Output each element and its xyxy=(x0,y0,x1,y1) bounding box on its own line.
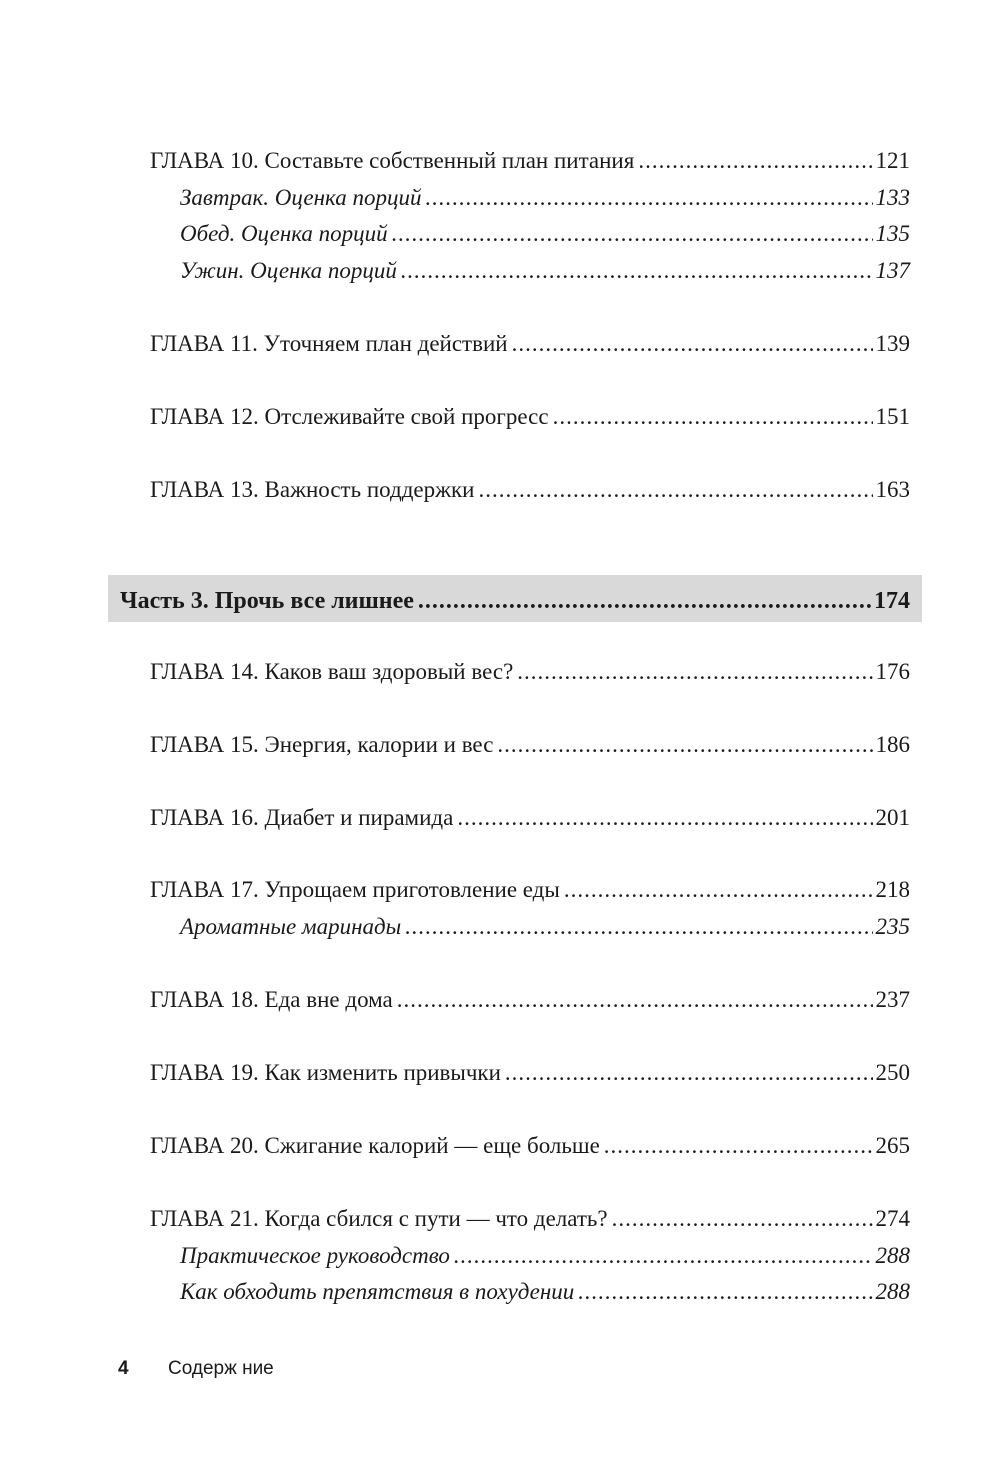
toc-entry-chapter-15 xyxy=(150,727,910,759)
toc-entry-chapter-16 xyxy=(150,800,910,832)
toc-entry-title: Практическое руководство xyxy=(180,1243,450,1268)
dot-leader xyxy=(604,1132,873,1160)
dot-leader xyxy=(578,1278,872,1306)
toc-entry-title: ГЛАВА 16. Диабет и пирамида xyxy=(150,805,454,830)
dot-leader xyxy=(418,586,871,616)
dot-leader xyxy=(392,220,873,248)
toc-entry-chapter-18 xyxy=(150,982,910,1014)
toc-entry-title: ГЛАВА 20. Сжигание калорий — еще больше xyxy=(150,1133,600,1158)
dot-leader xyxy=(505,1059,873,1087)
toc-entry-title: ГЛАВА 11. Уточняем план действий xyxy=(150,331,508,356)
toc-entry-chapter-14 xyxy=(150,654,910,686)
toc-entry-title: ГЛАВА 15. Энергия, калории и вес xyxy=(150,732,494,757)
toc-entry-page: 186 xyxy=(875,732,910,757)
toc-entry-chapter-17 xyxy=(150,872,910,904)
toc-entry-chapter-12 xyxy=(150,399,910,431)
part-page: 174 xyxy=(874,588,910,614)
toc-entry-title: ГЛАВА 13. Важность поддержки xyxy=(150,477,475,502)
dot-leader xyxy=(405,913,872,941)
toc-entry-title: ГЛАВА 10. Составьте собственный план питания xyxy=(150,148,635,173)
dot-leader xyxy=(553,403,873,431)
toc-entry-page: 201 xyxy=(875,805,910,830)
toc-subentry-practical-guide xyxy=(180,1238,910,1270)
dot-leader xyxy=(454,1242,873,1270)
dot-leader xyxy=(612,1205,873,1233)
dot-leader xyxy=(401,257,873,285)
toc-entry-page: 139 xyxy=(875,331,910,356)
toc-entry-page: 274 xyxy=(875,1206,910,1231)
toc-entry-chapter-20 xyxy=(150,1128,910,1160)
toc-entry-page: 237 xyxy=(875,987,910,1012)
dot-leader xyxy=(457,804,872,832)
dot-leader xyxy=(497,731,872,759)
toc-entry-title: Ужин. Оценка порций xyxy=(180,258,397,283)
toc-entry-title: ГЛАВА 17. Упрощаем приготовление еды xyxy=(150,877,560,902)
toc-entry-page: 151 xyxy=(875,404,910,429)
dot-leader xyxy=(517,658,872,686)
toc-entry-title: Обед. Оценка порций xyxy=(180,221,388,246)
toc-subentry-marinades xyxy=(180,909,910,941)
toc-entry-page: 235 xyxy=(875,914,910,939)
toc-entry-chapter-10 xyxy=(150,143,910,175)
toc-entry-title: Как обходить препятствия в похудении xyxy=(180,1279,575,1304)
toc-subentry-dinner xyxy=(180,253,910,285)
dot-leader xyxy=(564,876,873,904)
dot-leader xyxy=(397,986,873,1014)
toc-entry-chapter-21 xyxy=(150,1201,910,1233)
toc-entry-title: ГЛАВА 19. Как изменить привычки xyxy=(150,1060,501,1085)
toc-entry-title: ГЛАВА 21. Когда сбился с пути — что делать? xyxy=(150,1206,608,1231)
toc-entry-chapter-13 xyxy=(150,472,910,504)
part-title: Часть 3. Прочь все лишнее xyxy=(120,588,414,614)
toc-entry-chapter-19 xyxy=(150,1055,910,1087)
dot-leader xyxy=(638,147,872,175)
toc-entry-page: 265 xyxy=(875,1133,910,1158)
toc-subentry-obstacles xyxy=(180,1274,910,1306)
toc-entry-page: 176 xyxy=(875,659,910,684)
toc-subentry-lunch xyxy=(180,216,910,248)
toc-entry-title: ГЛАВА 12. Отслеживайте свой прогресс xyxy=(150,404,549,429)
toc-entry-page: 288 xyxy=(875,1279,910,1304)
dot-leader xyxy=(512,330,873,358)
toc-entry-page: 163 xyxy=(875,477,910,502)
toc-entry-page: 121 xyxy=(875,148,910,173)
toc-entry-page: 218 xyxy=(875,877,910,902)
toc-entry-page: 288 xyxy=(875,1243,910,1268)
page-footer xyxy=(118,1354,274,1384)
part-heading xyxy=(120,582,910,616)
toc-entry-page: 250 xyxy=(875,1060,910,1085)
toc-entry-page: 133 xyxy=(875,185,910,210)
dot-leader xyxy=(425,184,872,212)
page-number: 4 xyxy=(118,1358,129,1379)
toc-entry-title: ГЛАВА 18. Еда вне дома xyxy=(150,987,393,1012)
running-head: Содерж ние xyxy=(168,1358,274,1379)
toc-entry-page: 137 xyxy=(875,258,910,283)
toc-entry-chapter-11 xyxy=(150,326,910,358)
toc-entry-title: Ароматные маринады xyxy=(180,914,402,939)
toc-entry-page: 135 xyxy=(875,221,910,246)
toc-entry-title: Завтрак. Оценка порций xyxy=(180,185,422,210)
toc-entry-title: ГЛАВА 14. Каков ваш здоровый вес? xyxy=(150,659,514,684)
toc-subentry-breakfast xyxy=(180,180,910,212)
dot-leader xyxy=(478,476,872,504)
